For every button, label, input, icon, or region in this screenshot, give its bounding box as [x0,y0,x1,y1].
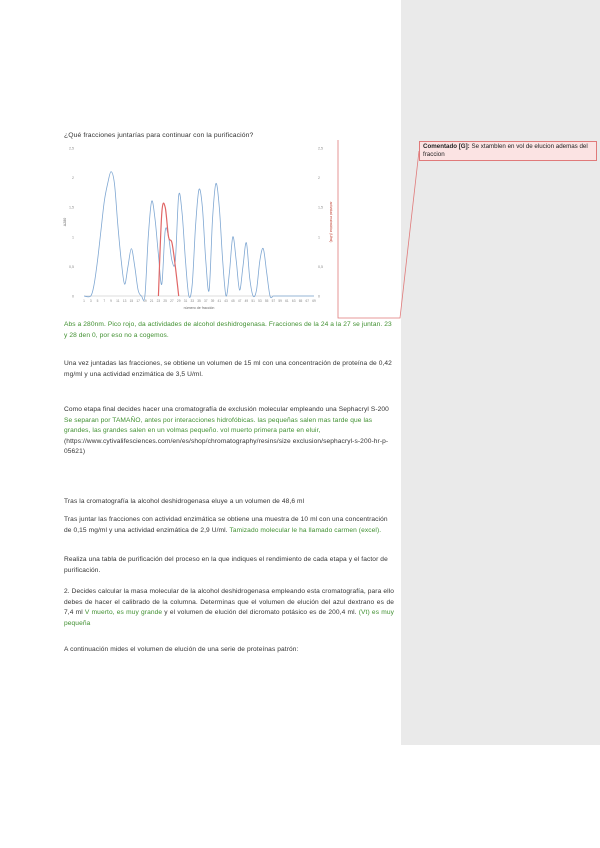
x-tick-label: 29 [176,299,181,303]
y-tick-label: 0,5 [69,264,74,269]
page-bottom [0,745,600,848]
sephacryl-note: Se separan por TAMAÑO, antes por interacciones hidrofóbicas. las pequeñas salen mas tarde que las grandes, las grandes salen en un volmas pequeño. vol muerto primera parte en eluir, [64,416,373,434]
x-tick-label: 21 [149,299,154,303]
x-tick-label: 13 [122,299,127,303]
paragraph-volume: Una vez juntadas las fracciones, se obtiene un volumen de 15 ml con una concentración de proteína de 0,42 mg/ml y una actividad enzimática de 3,5 U/ml. [64,360,392,378]
x-tick-label: 19 [143,299,147,303]
x-tick-label: 33 [190,299,195,303]
x-tick-label: 47 [237,299,242,303]
x-tick-label: 63 [291,299,296,303]
paragraph-table-task: Realiza una tabla de purificación del proceso en la que indiques el rendimiento de cada etapa y el factor de purificación. [64,556,388,574]
sephacryl-text: Como etapa final decides hacer una cromatografía de exclusión molecular empleando una Sephacryl S-200 [64,406,389,413]
y-tick-label: 1,5 [69,205,74,210]
paragraph-fractions [64,515,394,536]
x-tick-label: 69 [312,299,316,303]
paragraph-elution: Tras la cromatografía la alcohol deshidrogenasa eluye a un volumen de 48,6 ml [64,498,305,505]
y-tick-label: 2 [72,176,74,181]
x-tick-label: 1 [83,299,85,303]
y-axis-label: A280 [63,217,67,227]
y2-tick-label: 1,5 [318,205,323,210]
sephacryl-link[interactable]: (https://www.cytivalifesciences.com/en/es/shop/chromatography/resins/size exclusion/sephacryl-s-200-hr-p-05621) [64,437,389,455]
paragraph-sephacryl [64,405,394,458]
x-tick-label: 17 [136,299,140,303]
y2-tick-label: 1 [318,235,320,240]
y2-tick-label: 0,5 [318,264,323,269]
x-tick-label: 55 [264,299,269,303]
paragraph-calibration [64,587,394,629]
x-tick-label: 61 [285,299,289,303]
x-tick-label: 37 [203,299,208,303]
question-text: ¿Qué fracciones juntarías para continuar con la purificación? [64,132,254,139]
chromatogram-chart [62,142,334,320]
x-tick-label: 57 [271,299,276,303]
x-tick-label: 15 [129,299,134,303]
x-tick-label: 45 [231,299,235,303]
x-tick-label: 43 [224,299,228,303]
x-tick-label: 7 [103,299,106,303]
comment-pane [401,0,600,745]
y2-tick-label: 0 [318,294,320,299]
chart-caption: Abs a 280nm. Pico rojo, da actividades de alcohol deshidrogenasa. Fracciones de la 24 a la 27 se juntan. 23 y 28 den 0, por eso no a cogemos. [64,321,392,339]
x-tick-label: 49 [244,299,249,303]
x-tick-label: 3 [89,299,92,303]
calibration-text: 2. Decides calcular la masa molecular de la alcohol deshidrogenasa empleando esta cromatografía, para ello debes de hacer el calibrado de la columna. Determinas que el volumen de elución del azul dextrano es de 7,4 ml [64,588,394,616]
x-tick-label: 41 [217,299,222,303]
y-tick-label: 0 [72,294,74,299]
y-tick-label: 1 [72,235,74,240]
comment-box[interactable] [419,141,597,161]
y-tick-label: 2,5 [69,146,74,151]
calibration-note-2: (Vt) es muy pequeña [64,609,394,627]
fractions-text: Tras juntar las fracciones con actividad enzimática se obtiene una muestra de 10 ml con una concentración de 0,15 mg/ml y una actividad enzimática de 2,9 U/ml. [64,516,388,534]
x-tick-label: 31 [183,299,188,303]
x-axis-label: número de fracción [183,306,215,310]
x-tick-label: 53 [258,299,262,303]
x-tick-label: 27 [170,299,174,303]
calibration-text-2: y el volumen de elución del dicromato potásico es de 200,4 ml. [162,609,357,616]
x-tick-label: 23 [156,299,161,303]
x-tick-label: 9 [110,299,112,303]
comment-author: Comentado [G]: [423,143,470,150]
comment-text: Se xtamblen en vol de elucion ademas del fraccion [423,143,588,158]
x-tick-label: 39 [210,299,215,303]
x-tick-label: 67 [305,299,310,303]
x-tick-label: 5 [96,299,99,303]
x-tick-label: 65 [298,299,303,303]
y2-tick-label: 2,5 [318,146,323,151]
fractions-note: Tamizado molecular le ha llamado carmen (excel). [227,526,382,534]
x-tick-label: 35 [197,299,201,303]
paragraph-standards: A continuación mides el volumen de elución de una serie de proteínas patrón: [64,646,299,653]
y2-tick-label: 2 [318,176,320,181]
x-tick-label: 25 [163,299,167,303]
y2-axis-label: actividad enzimática (U/ml) [329,201,333,243]
calibration-note-1: V muerto, es muy grande [82,609,163,616]
x-tick-label: 59 [278,299,282,303]
absorbance-series-line [84,172,314,301]
x-tick-label: 11 [116,299,120,303]
x-tick-label: 51 [251,299,255,303]
